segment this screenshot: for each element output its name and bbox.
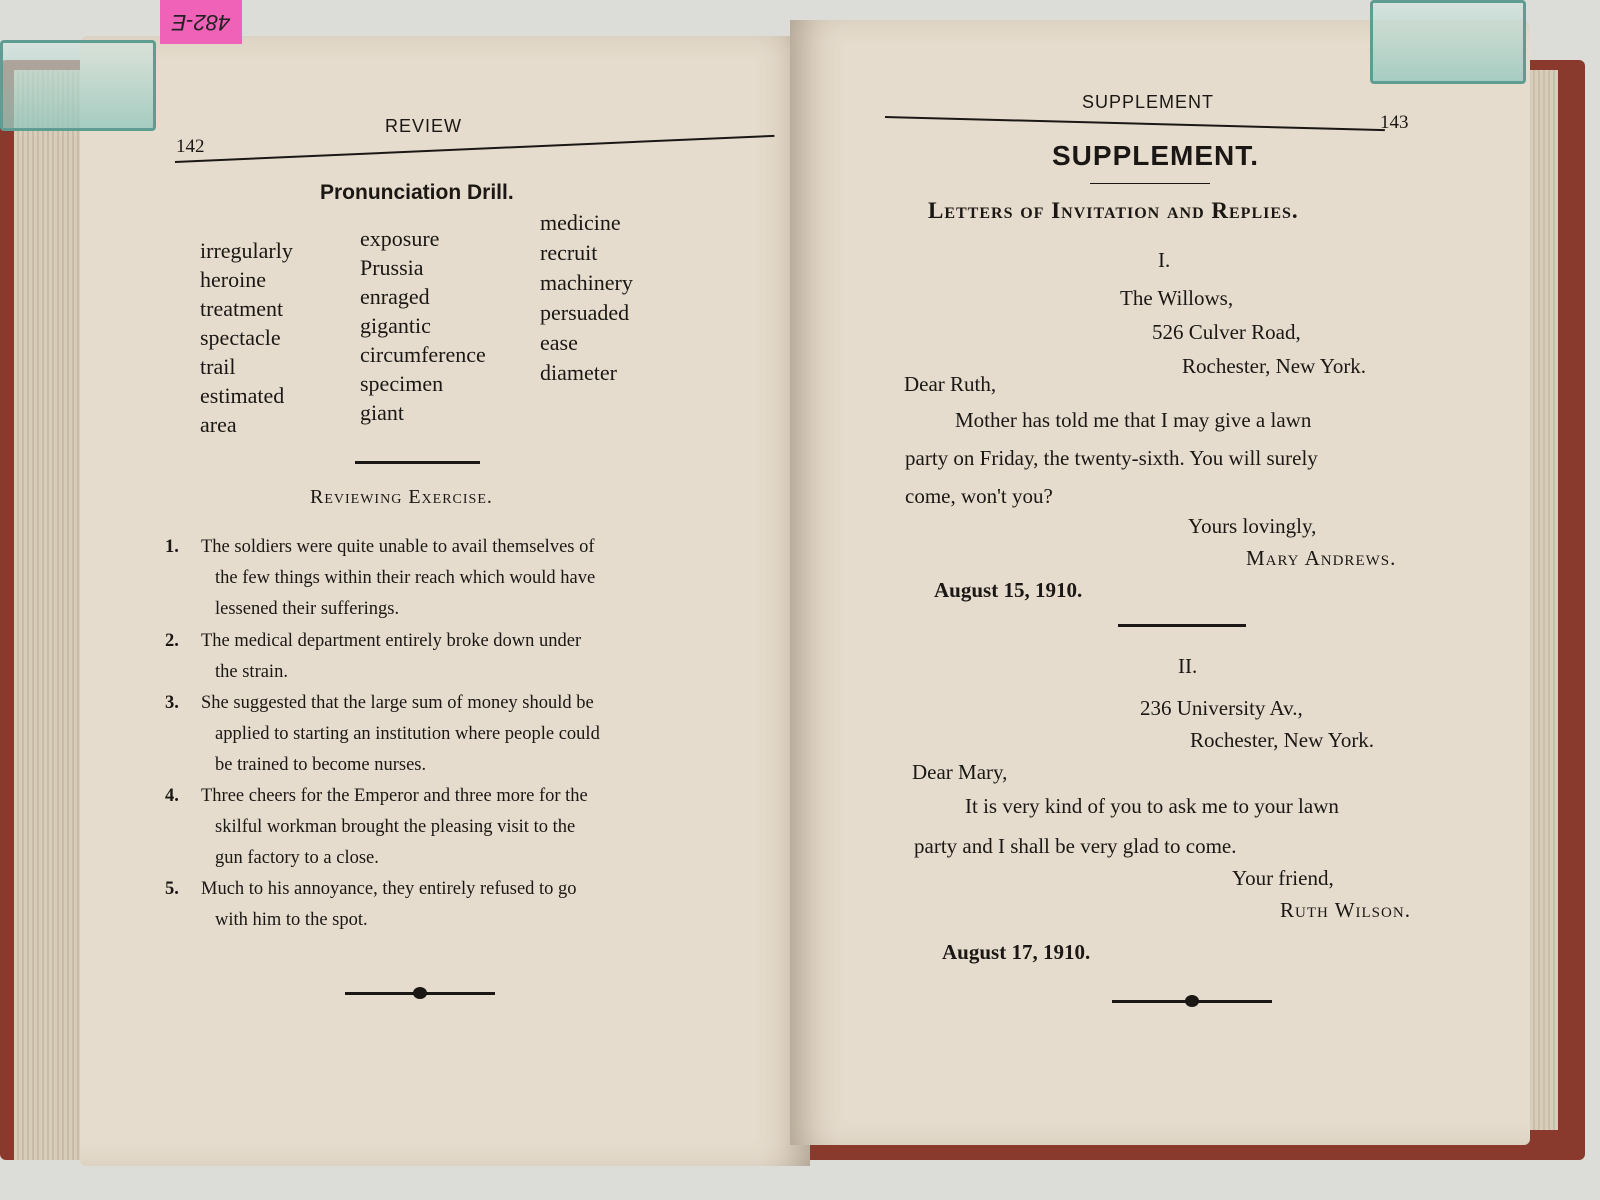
drill-word: giant xyxy=(360,400,404,425)
header-rule xyxy=(175,135,775,163)
exercise-title: Reviewing Exercise. xyxy=(310,486,493,508)
page-end-ornament xyxy=(345,992,495,995)
exercise-line: lessened their sufferings. xyxy=(215,599,400,619)
body-line: Mother has told me that I may give a lawn xyxy=(955,408,1312,432)
page-number: 142 xyxy=(176,136,205,157)
salutation: Dear Ruth, xyxy=(904,372,997,396)
drill-word: diameter xyxy=(540,360,617,385)
supplement-subtitle: Letters of Invitation and Replies. xyxy=(928,198,1299,223)
drill-column-1 xyxy=(200,236,293,439)
running-head: REVIEW xyxy=(385,116,463,136)
exercise-number: 2. xyxy=(165,631,179,651)
signature: Mary Andrews. xyxy=(1246,546,1397,570)
body-line: come, won't you? xyxy=(905,484,1053,508)
glass-page-weight-right xyxy=(1370,0,1526,84)
drill-word: area xyxy=(200,412,237,437)
section-divider xyxy=(355,461,480,464)
address-line: Rochester, New York. xyxy=(1182,354,1367,378)
letter-numeral: II. xyxy=(1178,654,1198,678)
exercise-item xyxy=(165,781,588,874)
letter-numeral: I. xyxy=(1158,248,1171,272)
exercise-line: The medical department entirely broke down under xyxy=(201,631,582,651)
supplement-title: SUPPLEMENT. xyxy=(1052,140,1260,171)
drill-word: recruit xyxy=(540,240,598,265)
drill-word: heroine xyxy=(200,267,266,292)
title-underline xyxy=(1090,183,1210,184)
exercise-item xyxy=(165,532,595,625)
address-line: 526 Culver Road, xyxy=(1152,320,1301,344)
drill-word: medicine xyxy=(540,210,621,235)
page-number: 143 xyxy=(1380,112,1409,133)
exercise-line: The soldiers were quite unable to avail themselves of xyxy=(201,537,595,557)
exercise-number: 3. xyxy=(165,693,179,713)
page-end-ornament xyxy=(1112,1000,1272,1003)
exercise-line: skilful workman brought the pleasing visit to the xyxy=(215,817,576,837)
letter-date: August 15, 1910. xyxy=(934,578,1083,602)
drill-title: Pronunciation Drill. xyxy=(320,181,514,204)
running-head: SUPPLEMENT xyxy=(1082,92,1215,112)
body-line: party on Friday, the twenty-sixth. You will surely xyxy=(905,446,1318,470)
drill-word: Prussia xyxy=(360,255,424,280)
exercise-number: 4. xyxy=(165,786,179,806)
address-line: The Willows, xyxy=(1120,286,1234,310)
exercise-item xyxy=(165,626,581,688)
exercise-item xyxy=(165,874,577,936)
exercise-item xyxy=(165,688,600,781)
drill-word: persuaded xyxy=(540,300,630,325)
glass-page-weight-left xyxy=(0,40,156,131)
letter-divider xyxy=(1118,624,1246,627)
left-page xyxy=(80,36,810,1166)
drill-word: trail xyxy=(200,354,236,379)
drill-word: estimated xyxy=(200,383,285,408)
exercise-line: the strain. xyxy=(215,662,288,682)
exercise-line: be trained to become nurses. xyxy=(215,755,427,775)
drill-word: enraged xyxy=(360,284,430,309)
exercise-line: Much to his annoyance, they entirely refused to go xyxy=(201,879,577,899)
exercise-line: with him to the spot. xyxy=(215,910,368,930)
exercise-line: gun factory to a close. xyxy=(215,848,379,868)
header-rule xyxy=(885,116,1385,131)
catalog-tag: 482-E xyxy=(160,0,242,44)
drill-word: exposure xyxy=(360,226,440,251)
exercise-line: the few things within their reach which would have xyxy=(215,568,596,588)
exercise-number: 1. xyxy=(165,537,179,557)
drill-word: gigantic xyxy=(360,313,431,338)
exercise-line: applied to starting an institution where people could xyxy=(215,724,600,744)
right-page xyxy=(790,20,1530,1145)
drill-word: treatment xyxy=(200,296,284,321)
drill-word: spectacle xyxy=(200,325,281,350)
drill-word: specimen xyxy=(360,371,444,396)
exercise-line: Three cheers for the Emperor and three more for the xyxy=(201,786,588,806)
address-line: Rochester, New York. xyxy=(1190,728,1375,752)
closing: Your friend, xyxy=(1232,866,1334,890)
drill-column-3 xyxy=(540,208,633,388)
drill-word: machinery xyxy=(540,270,633,295)
letter-date: August 17, 1910. xyxy=(942,940,1091,964)
salutation: Dear Mary, xyxy=(912,760,1008,784)
drill-column-2 xyxy=(360,224,486,427)
drill-word: irregularly xyxy=(200,238,293,263)
signature: Ruth Wilson. xyxy=(1280,898,1411,922)
body-line: It is very kind of you to ask me to your lawn xyxy=(965,794,1339,818)
drill-word: circumference xyxy=(360,342,486,367)
address-line: 236 University Av., xyxy=(1140,696,1303,720)
closing: Yours lovingly, xyxy=(1188,514,1317,538)
drill-word: ease xyxy=(540,330,578,355)
exercise-number: 5. xyxy=(165,879,179,899)
exercise-line: She suggested that the large sum of money should be xyxy=(201,693,594,713)
body-line: party and I shall be very glad to come. xyxy=(914,834,1237,858)
